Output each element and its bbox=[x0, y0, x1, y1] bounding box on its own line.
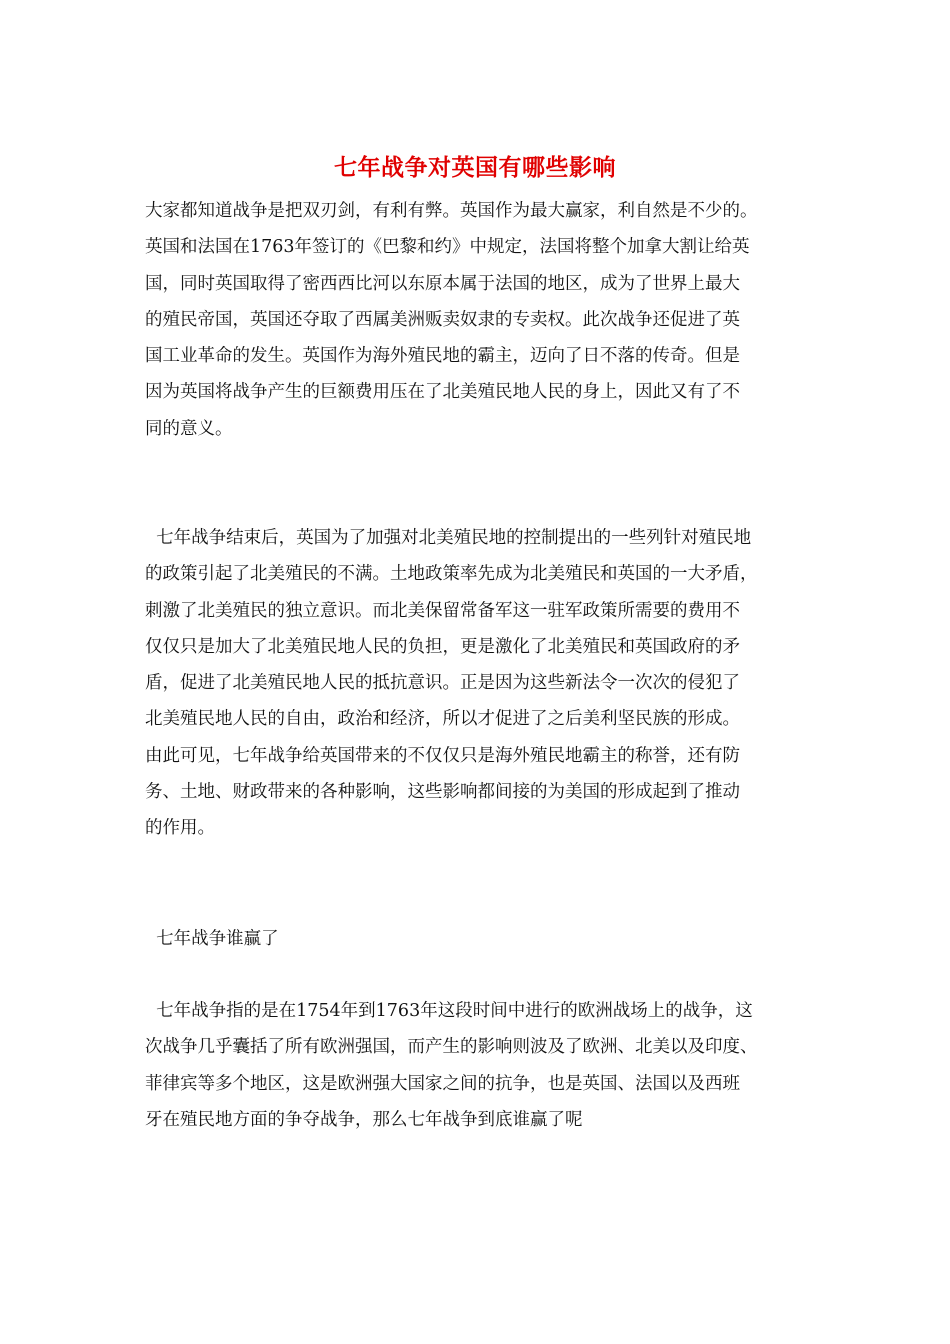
text-line: 菲律宾等多个地区，这是欧洲强大国家之间的抗争，也是英国、法国以及西班 bbox=[145, 1073, 740, 1094]
text-line: 次战争几乎囊括了所有欧洲强国，而产生的影响则波及了欧洲、北美以及印度、 bbox=[145, 1037, 758, 1058]
text-line: 牙在殖民地方面的争夺战争，那么七年战争到底谁赢了呢 bbox=[145, 1109, 583, 1130]
text-line: 的作用。 bbox=[145, 818, 215, 839]
text-line: 国，同时英国取得了密西西比河以东原本属于法国的地区，成为了世界上最大 bbox=[145, 273, 740, 294]
text-line: 同的意义。 bbox=[145, 418, 233, 439]
text-line: 国工业革命的发生。英国作为海外殖民地的霸主，迈向了日不落的传奇。但是 bbox=[145, 346, 740, 367]
text-line: 七年战争结束后，英国为了加强对北美殖民地的控制提出的一些列针对殖民地 bbox=[145, 528, 752, 548]
paragraph-who-won bbox=[145, 993, 809, 1138]
text-line: 英国和法国在1763年签订的《巴黎和约》中规定，法国将整个加拿大割让给英 bbox=[145, 237, 750, 258]
paragraph-impact bbox=[145, 193, 809, 447]
section-heading-who-won bbox=[145, 921, 809, 957]
text-line: 由此可见，七年战争给英国带来的不仅仅只是海外殖民地霸主的称誉，还有防 bbox=[145, 745, 740, 766]
text-line: 的殖民帝国，英国还夺取了西属美洲贩卖奴隶的专卖权。此次战争还促进了英 bbox=[145, 309, 740, 330]
text-line: 刺激了北美殖民的独立意识。而北美保留常备军这一驻军政策所需要的费用不 bbox=[145, 600, 740, 621]
paragraph-aftermath bbox=[145, 520, 809, 847]
text-line: 仅仅只是加大了北美殖民地人民的负担，更是激化了北美殖民和英国政府的矛 bbox=[145, 636, 740, 657]
text-line: 务、土地、财政带来的各种影响，这些影响都间接的为美国的形成起到了推动 bbox=[145, 782, 740, 803]
text-line: 北美殖民地人民的自由，政治和经济，所以才促进了之后美利坚民族的形成。 bbox=[145, 709, 740, 730]
text-line: 大家都知道战争是把双刃剑，有利有弊。英国作为最大赢家，利自然是不少的。 bbox=[145, 201, 758, 221]
text-line: 七年战争谁赢了 bbox=[145, 929, 279, 949]
document-title: 七年战争对英国有哪些影响 bbox=[334, 154, 616, 181]
text-line: 的政策引起了北美殖民的不满。土地政策率先成为北美殖民和英国的一大矛盾， bbox=[145, 564, 758, 585]
text-line: 因为英国将战争产生的巨额费用压在了北美殖民地人民的身上，因此又有了不 bbox=[145, 382, 740, 403]
text-line: 七年战争指的是在1754年到1763年这段时间中进行的欧洲战场上的战争，这 bbox=[145, 1001, 753, 1021]
text-line: 盾，促进了北美殖民地人民的抵抗意识。正是因为这些新法令一次次的侵犯了 bbox=[145, 673, 740, 694]
